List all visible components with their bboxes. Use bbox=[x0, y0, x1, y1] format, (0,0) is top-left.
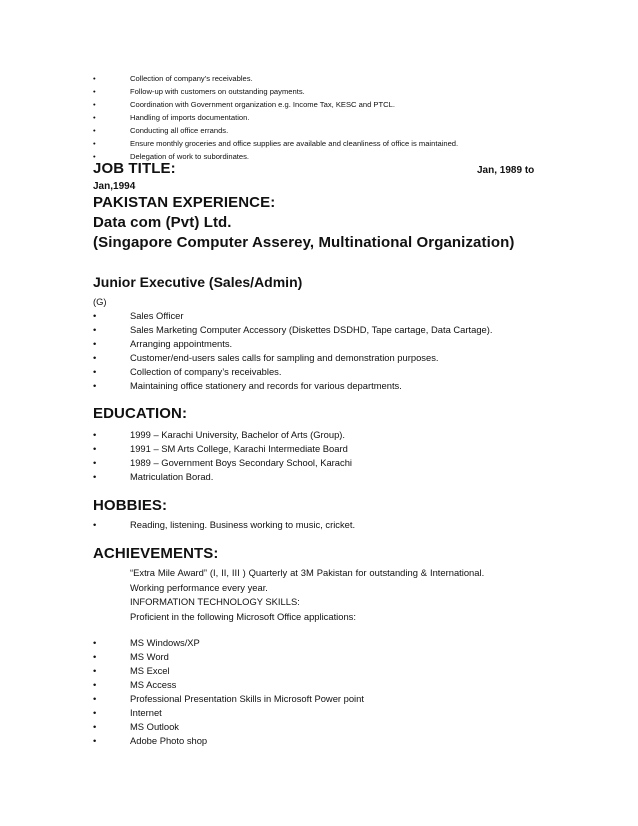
bullet-icon: • bbox=[93, 74, 96, 83]
job-date-end: Jan,1994 bbox=[93, 181, 136, 192]
bullet-icon: • bbox=[93, 471, 97, 482]
achievements-paragraph bbox=[130, 566, 550, 624]
bullet-icon: • bbox=[93, 310, 97, 321]
list-item: • Collection of company’s receivables. bbox=[93, 74, 253, 83]
bullet-icon: • bbox=[93, 380, 97, 391]
bullet-icon: • bbox=[93, 139, 96, 148]
bullet-icon: • bbox=[93, 457, 97, 468]
list-item: • Ensure monthly groceries and office supplies are available and cleanliness of office is maintained. bbox=[93, 139, 459, 148]
bullet-icon: • bbox=[93, 679, 97, 690]
education-heading: EDUCATION: bbox=[93, 405, 188, 422]
bullet-icon: • bbox=[93, 338, 97, 349]
bullet-icon: • bbox=[93, 324, 97, 335]
list-item: • Follow-up with customers on outstanding payments. bbox=[93, 87, 305, 96]
bullet-icon: • bbox=[93, 693, 97, 704]
list-item: • Sales Officer bbox=[93, 310, 184, 321]
bullet-icon: • bbox=[93, 721, 97, 732]
hobbies-heading: HOBBIES: bbox=[93, 497, 168, 514]
bullet-icon: • bbox=[93, 735, 97, 746]
bullet-icon: • bbox=[93, 152, 96, 161]
bullet-icon: • bbox=[93, 100, 96, 109]
bullet-icon: • bbox=[93, 707, 97, 718]
list-item: • MS Access bbox=[93, 679, 177, 690]
list-item: • MS Excel bbox=[93, 665, 170, 676]
it-skills-heading: INFORMATION TECHNOLOGY SKILLS: bbox=[130, 596, 300, 607]
list-item: • Professional Presentation Skills in Microsoft Power point bbox=[93, 693, 364, 704]
achievement-performance-line: Working performance every year. bbox=[130, 581, 268, 593]
list-item: • Conducting all office errands. bbox=[93, 126, 229, 135]
bullet-icon: • bbox=[93, 126, 96, 135]
list-item: • MS Word bbox=[93, 651, 169, 662]
list-item: • Sales Marketing Computer Accessory (Diskettes DSDHD, Tape cartage, Data Cartage). bbox=[93, 324, 493, 335]
achievement-award-line: “Extra Mile Award” (I, II, III ) Quarterly at 3M Pakistan for outstanding & International. bbox=[130, 567, 485, 578]
bullet-icon: • bbox=[93, 87, 96, 96]
list-item: • Adobe Photo shop bbox=[93, 735, 208, 746]
list-item: • Maintaining office stationery and records for various departments. bbox=[93, 380, 402, 391]
list-item: • Coordination with Government organization e.g. Income Tax, KESC and PTCL. bbox=[93, 100, 395, 109]
company-name: Data com (Pvt) Ltd. bbox=[93, 214, 232, 231]
list-item: • Handling of imports documentation. bbox=[93, 113, 250, 122]
job-date-start: Jan, 1989 to bbox=[477, 165, 535, 176]
list-item: • MS Outlook bbox=[93, 721, 179, 732]
pakistan-experience-heading: PAKISTAN EXPERIENCE: bbox=[93, 194, 276, 211]
position-title: Junior Executive (Sales/Admin) bbox=[93, 274, 303, 290]
bullet-icon: • bbox=[93, 113, 96, 122]
office-proficiency-line: Proficient in the following Microsoft Office applications: bbox=[130, 610, 356, 622]
list-item: • Customer/end-users sales calls for sampling and demonstration purposes. bbox=[93, 352, 439, 363]
list-item: • Matriculation Borad. bbox=[93, 471, 214, 482]
job-title-heading: JOB TITLE: bbox=[93, 160, 176, 177]
list-item: • 1991 – SM Arts College, Karachi Intermediate Board bbox=[93, 443, 348, 454]
list-item: • Reading, listening. Business working to music, cricket. bbox=[93, 519, 356, 530]
list-item: • Internet bbox=[93, 707, 162, 718]
list-item: • 1999 – Karachi University, Bachelor of Arts (Group). bbox=[93, 429, 346, 440]
list-item: • MS Windows/XP bbox=[93, 637, 200, 648]
list-item: • 1989 – Government Boys Secondary School, Karachi bbox=[93, 457, 353, 468]
company-note: (Singapore Computer Asserey, Multinational Organization) bbox=[93, 234, 515, 251]
bullet-icon: • bbox=[93, 519, 97, 530]
bullet-icon: • bbox=[93, 443, 97, 454]
list-item: • Arranging appointments. bbox=[93, 338, 233, 349]
bullet-icon: • bbox=[93, 665, 97, 676]
bullet-icon: • bbox=[93, 637, 97, 648]
list-item: • Delegation of work to subordinates. bbox=[93, 152, 250, 161]
bullet-icon: • bbox=[93, 651, 97, 662]
list-item: • Collection of company’s receivables. bbox=[93, 366, 282, 377]
bullet-icon: • bbox=[93, 352, 97, 363]
bullet-icon: • bbox=[93, 366, 97, 377]
bullet-icon: • bbox=[93, 429, 97, 440]
achievements-heading: ACHIEVEMENTS: bbox=[93, 545, 219, 562]
grade-label: (G) bbox=[93, 296, 107, 307]
